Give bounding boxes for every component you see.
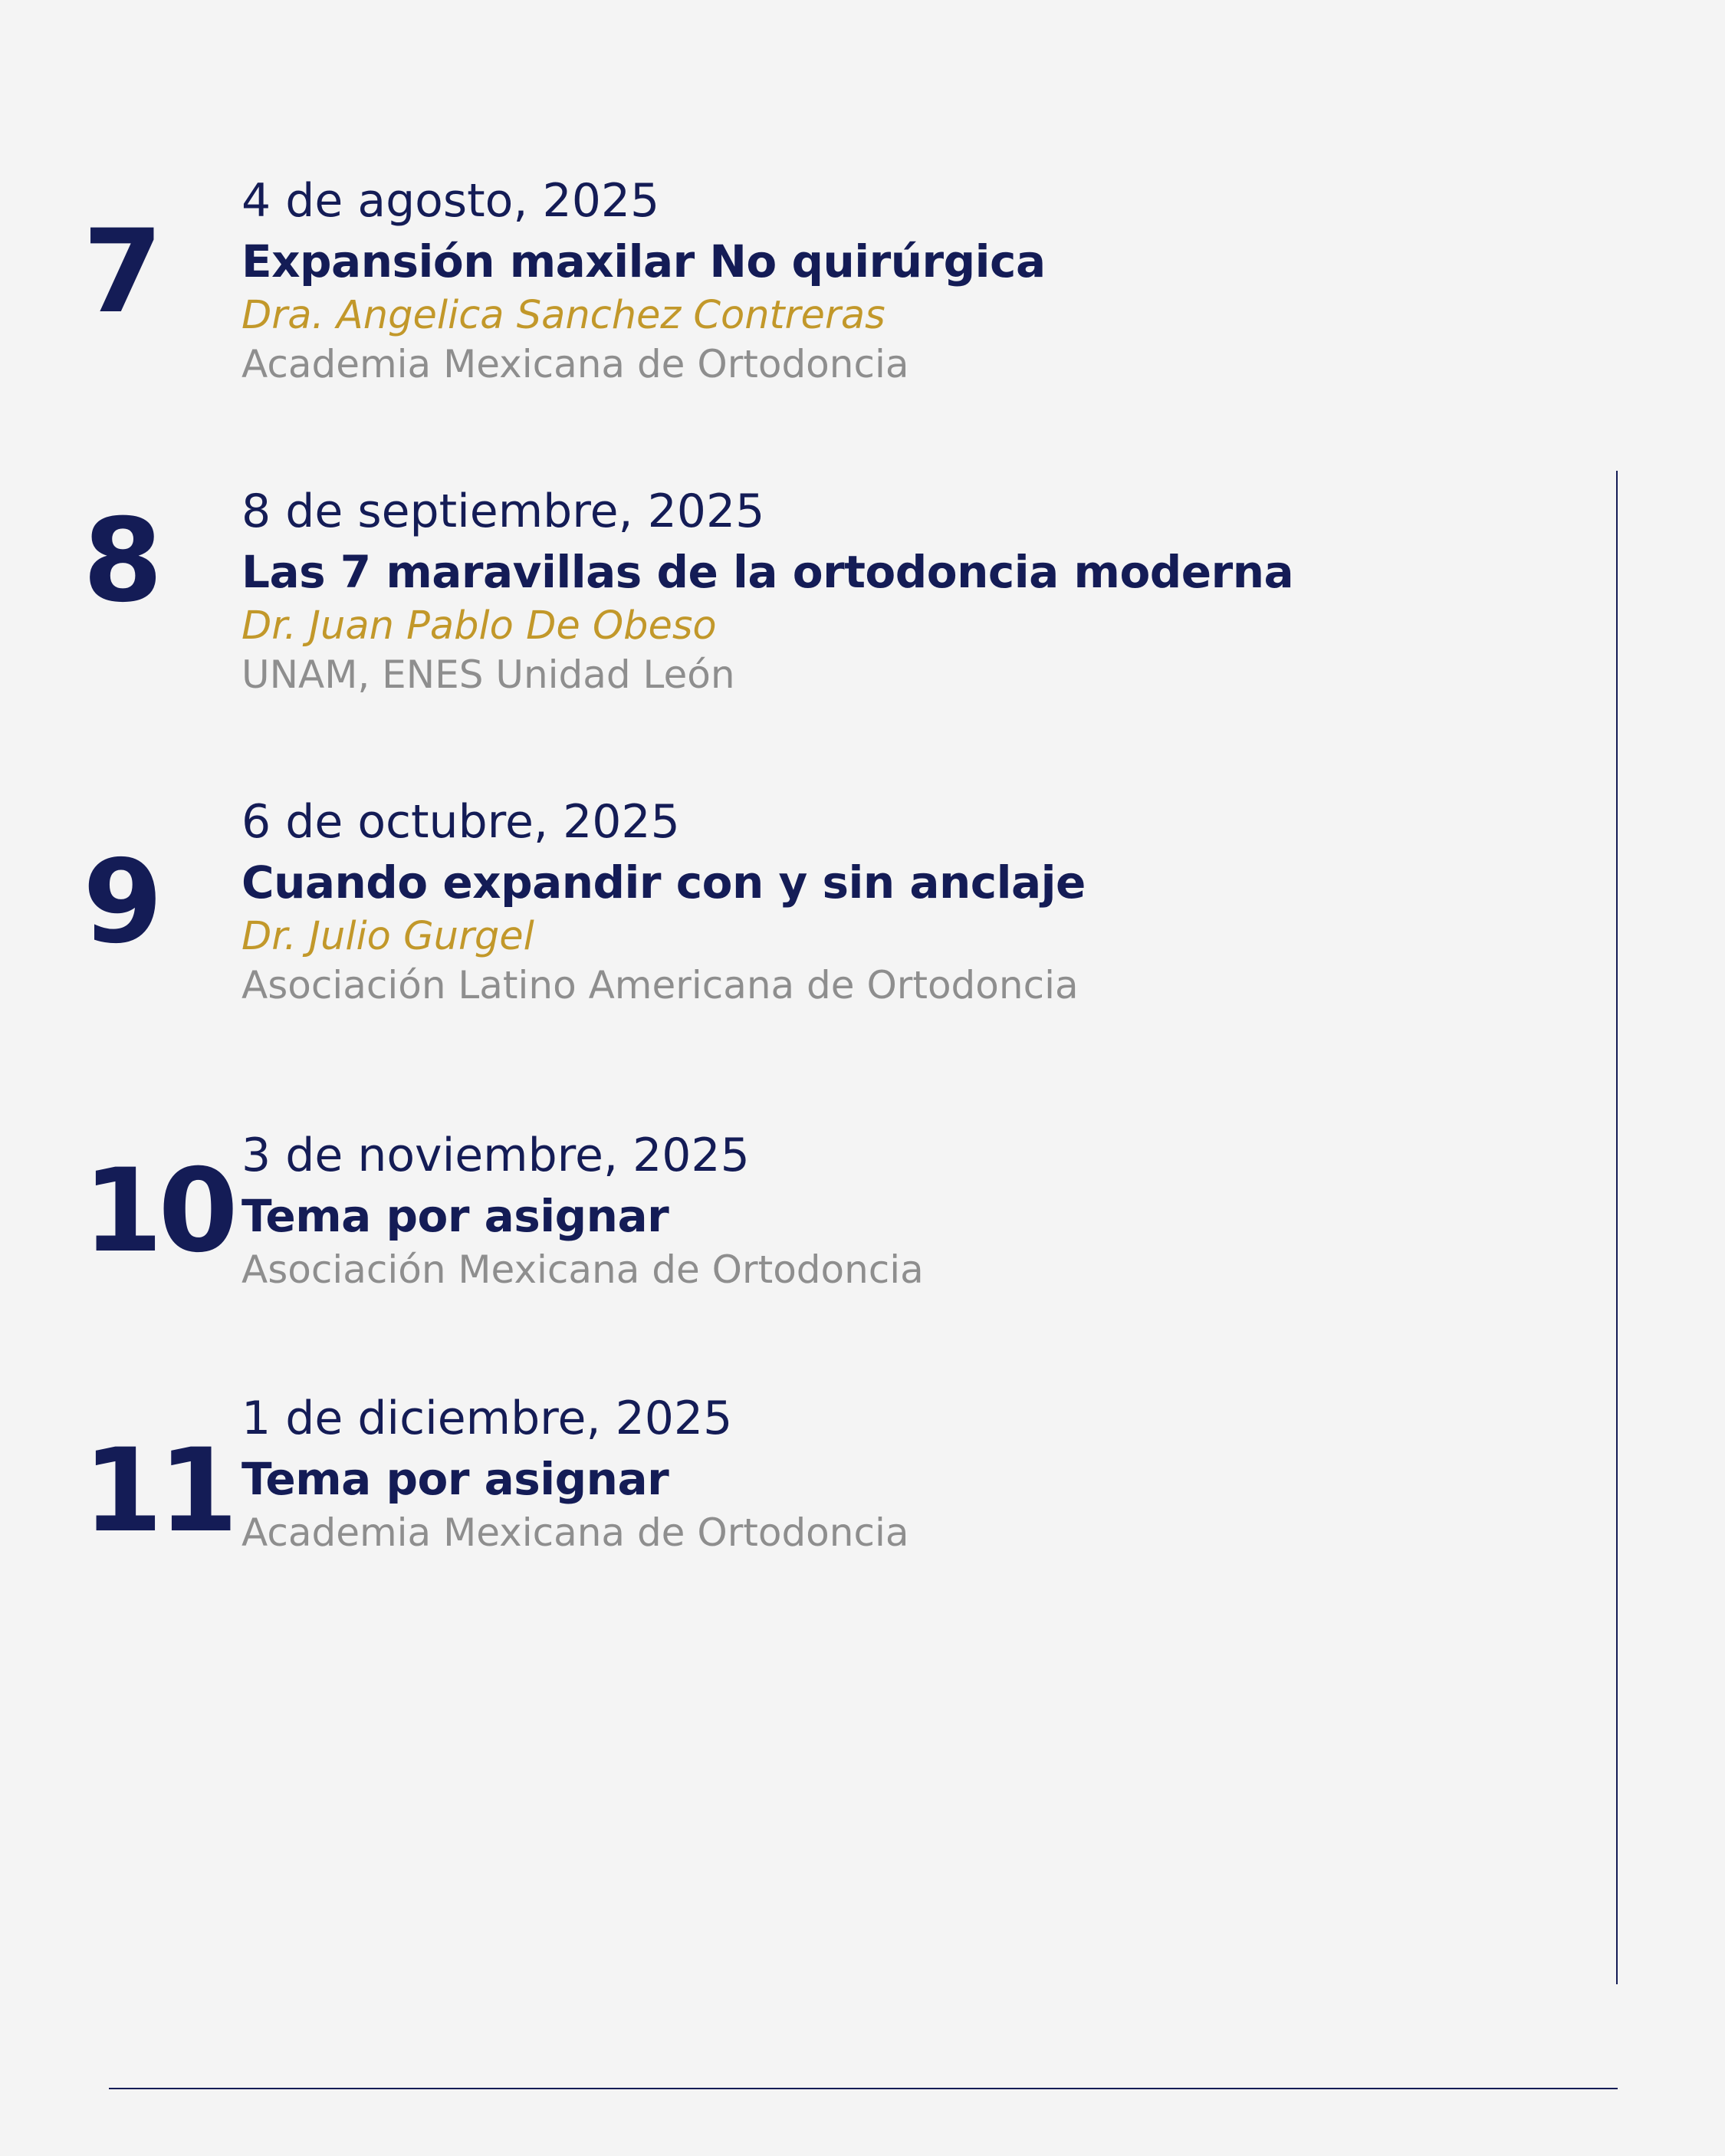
session-date: 3 de noviembre, 2025 — [242, 1129, 750, 1182]
session-number: 10 — [83, 1145, 234, 1278]
session-title: Tema por asignar — [242, 1190, 669, 1242]
session-speaker: Dra. Angelica Sanchez Contreras — [242, 293, 886, 338]
session-details — [242, 1388, 909, 1556]
session-details — [242, 170, 1046, 388]
session-speaker: Dr. Julio Gurgel — [242, 914, 534, 959]
session-speaker: Dr. Juan Pablo De Obeso — [242, 603, 717, 649]
session-details — [242, 481, 1293, 698]
session-number: 7 — [83, 205, 159, 339]
session-details — [242, 791, 1086, 1009]
session-number: 9 — [83, 836, 159, 969]
session-title: Cuando expandir con y sin anclaje — [242, 856, 1086, 909]
session-institution: Academia Mexicana de Ortodoncia — [242, 342, 909, 386]
vertical-divider — [1616, 471, 1618, 1984]
session-institution: UNAM, ENES Unidad León — [242, 652, 735, 697]
session-institution: Academia Mexicana de Ortodoncia — [242, 1510, 909, 1555]
session-details — [242, 1125, 924, 1293]
session-date: 1 de diciembre, 2025 — [242, 1392, 733, 1445]
session-institution: Asociación Latino Americana de Ortodoncia — [242, 963, 1079, 1007]
session-title: Expansión maxilar No quirúrgica — [242, 235, 1046, 288]
session-date: 8 de septiembre, 2025 — [242, 485, 765, 538]
session-title: Tema por asignar — [242, 1453, 669, 1505]
session-number: 8 — [83, 495, 159, 628]
session-title: Las 7 maravillas de la ortodoncia moderna — [242, 546, 1294, 598]
session-number: 11 — [83, 1425, 234, 1558]
session-institution: Asociación Mexicana de Ortodoncia — [242, 1247, 924, 1292]
session-date: 4 de agosto, 2025 — [242, 174, 660, 228]
session-date: 6 de octubre, 2025 — [242, 795, 680, 849]
horizontal-divider — [109, 2088, 1618, 2089]
